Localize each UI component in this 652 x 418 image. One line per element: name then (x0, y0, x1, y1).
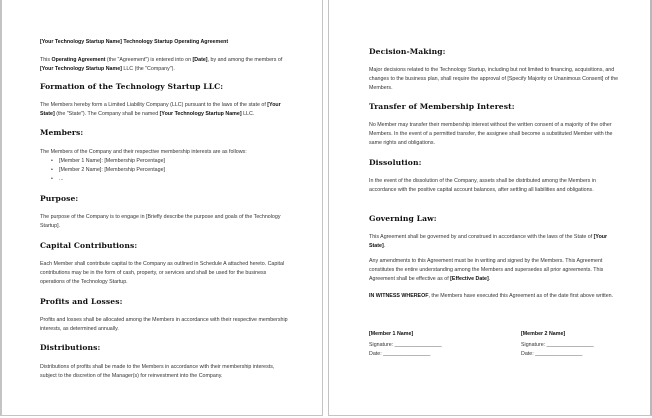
date-line: Date: ________________ (369, 351, 431, 357)
heading-members: Members: (40, 128, 84, 137)
intro-text: LLC (the "Company"). (121, 66, 175, 72)
amend-text: . (488, 276, 491, 282)
formation-paragraph (40, 101, 290, 119)
intro-text: (the "Agreement") is entered into on (105, 57, 193, 63)
document-page-1 (0, 0, 323, 416)
intro-bold: Operating Agreement (51, 57, 106, 63)
profits-paragraph: Profits and losses shall be allocated among the Members in accordance with their respective membership interests, as determined annually. (40, 317, 288, 332)
list-item: • ... (40, 175, 290, 184)
formation-text: LLC. (241, 111, 255, 117)
law-text: . (383, 243, 386, 249)
date-line: Date: ________________ (521, 351, 583, 357)
signature-name: [Member 2 Name] (521, 331, 566, 337)
formation-text: The Members hereby form a Limited Liability Company (LLC) pursuant to the laws of the state of (40, 102, 268, 108)
purpose-paragraph: The purpose of the Company is to engage in [Briefly describe the purpose and goals of the Technology Startup]. (40, 214, 281, 229)
document-page-2 (328, 0, 652, 416)
witness-bold: IN WITNESS WHEREOF (369, 293, 429, 299)
signature-block-member-1 (369, 330, 442, 359)
heading-capital-contributions: Capital Contributions: (40, 241, 138, 250)
heading-decision-making: Decision-Making: (369, 47, 446, 56)
amend-text: Any amendments to this Agreement must be in writing and signed by the Members. This Agreement constitutes the entire understanding among the Members and supersedes all prior agreements. This Agreement shall be effective as of (369, 258, 604, 282)
law-paragraph (369, 233, 619, 251)
signature-line: Signature: ________________ (369, 342, 442, 348)
law-text: This Agreement shall be governed by and construed in accordance with the laws of the State of (369, 234, 594, 240)
intro-text: , by and among the members of (207, 57, 283, 63)
heading-transfer: Transfer of Membership Interest: (369, 102, 515, 111)
dissolution-paragraph: In the event of the dissolution of the Company, assets shall be distributed among the Members in accordance with the positive capital account balances, after settling all liabilities and obligations. (369, 178, 596, 193)
heading-profits-losses: Profits and Losses: (40, 297, 123, 306)
capital-paragraph: Each Member shall contribute capital to the Company as outlined in Schedule A attached hereto. Capital contributions may be in the form of cash, property, or services and shall be used for the business operations of the Technology Startup. (40, 261, 285, 285)
document-title: [Your Technology Startup Name] Technology Startup Operating Agreement (40, 39, 229, 45)
members-text: The Members of the Company and their respective membership interests are as follows: (40, 149, 247, 155)
witness-paragraph (369, 292, 619, 301)
formation-text: (the "State"). The Company shall be named (54, 111, 160, 117)
distributions-paragraph: Distributions of profits shall be made to the Members in accordance with their membership interests, subject to the discretion of the Manager(s) for reinvestment into the Company. (40, 364, 275, 379)
list-item: • [Member 2 Name]: [Membership Percentage] (40, 166, 290, 175)
signature-name: [Member 1 Name] (369, 331, 414, 337)
intro-text: This (40, 57, 52, 63)
formation-company-name: [Your Technology Startup Name] (159, 111, 242, 117)
formation-state: [Your State] (40, 102, 281, 117)
members-paragraph (40, 148, 290, 184)
heading-governing-law: Governing Law: (369, 214, 437, 223)
intro-company-name: [Your Technology Startup Name] (40, 66, 122, 72)
amendments-paragraph (369, 257, 619, 284)
heading-formation: Formation of the Technology Startup LLC: (40, 82, 224, 91)
intro-paragraph (40, 56, 290, 74)
witness-text: , the Members have executed this Agreement as of the date first above written. (428, 293, 614, 299)
law-state: [Your State] (369, 234, 608, 249)
signature-block-member-2 (521, 330, 594, 359)
heading-purpose: Purpose: (40, 194, 79, 203)
heading-dissolution: Dissolution: (369, 158, 422, 167)
members-list (40, 157, 290, 184)
transfer-paragraph: No Member may transfer their membership interest without the written consent of a majority of the other Members. In the event of a permitted transfer, the assignee shall become a substituted Member with the same rights and obligations. (369, 122, 613, 146)
intro-date: [Date] (192, 57, 208, 63)
signature-line: Signature: ________________ (521, 342, 594, 348)
decision-paragraph: Major decisions related to the Technology Startup, including but not limited to financing, acquisitions, and changes to the business plan, shall require the approval of [Specify Majority or Unanimous Consent] of the Members. (369, 67, 619, 91)
effective-date: [Effective Date] (450, 276, 489, 282)
heading-distributions: Distributions: (40, 343, 101, 352)
list-item: • [Member 1 Name]: [Membership Percentage] (40, 157, 290, 166)
